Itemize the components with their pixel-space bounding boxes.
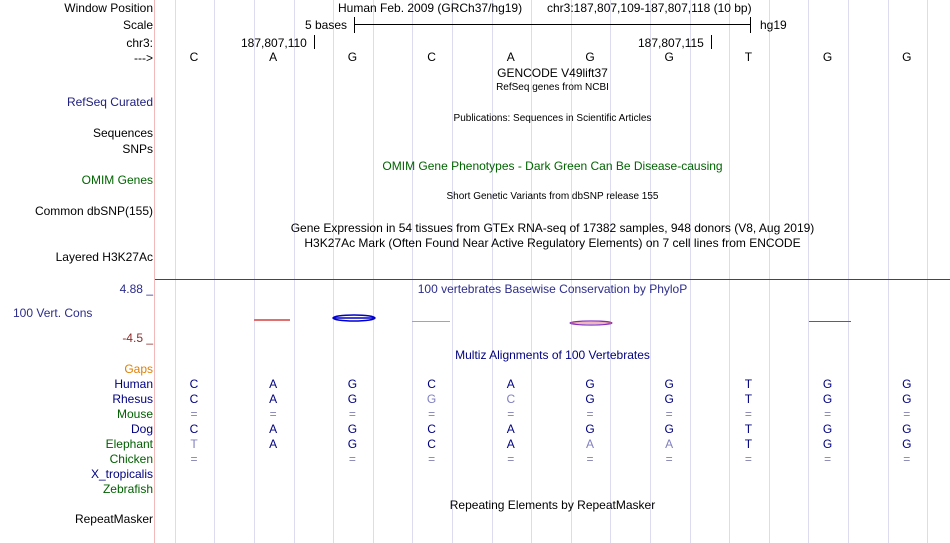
aligned-base: G — [347, 392, 358, 406]
aligned-base: A — [665, 437, 674, 451]
species-label[interactable]: Human — [114, 377, 153, 391]
scale-text: 5 bases — [305, 18, 348, 32]
sequences-track-label[interactable]: Sequences — [92, 126, 153, 140]
aligned-base: A — [506, 437, 515, 451]
reference-base: C — [427, 50, 436, 64]
aligned-base: T — [190, 437, 198, 451]
aligned-base: G — [347, 422, 358, 436]
reference-base: A — [269, 50, 278, 64]
omim-track-title[interactable]: OMIM Gene Phenotypes - Dark Green Can Be Disease-causing — [382, 159, 723, 173]
species-label[interactable]: Gaps — [124, 362, 153, 376]
aligned-base: G — [426, 392, 437, 406]
aligned-base: = — [507, 407, 515, 421]
aligned-base: A — [269, 377, 278, 391]
aligned-base: T — [744, 422, 753, 436]
aligned-base: G — [585, 422, 595, 436]
aligned-base: = — [824, 452, 832, 466]
cons-mark-1 — [254, 319, 290, 321]
species-label[interactable]: Dog — [130, 422, 153, 436]
aligned-base: A — [585, 437, 594, 451]
aligned-base: A — [269, 437, 278, 451]
aligned-base: C — [189, 422, 199, 436]
reference-base: T — [744, 50, 753, 64]
cons-mark-4 — [569, 320, 613, 326]
aligned-base: G — [902, 392, 912, 406]
aligned-base: = — [348, 452, 356, 466]
aligned-base: T — [744, 437, 753, 451]
aligned-base: = — [348, 407, 356, 421]
aligned-base: G — [822, 377, 833, 391]
cons-mark-3 — [412, 321, 450, 322]
aligned-base: A — [506, 422, 515, 436]
aligned-base: A — [506, 377, 515, 391]
aligned-base: = — [903, 407, 911, 421]
species-label[interactable]: X_tropicalis — [90, 467, 153, 481]
aligned-base: G — [664, 377, 674, 391]
aligned-base: G — [664, 422, 674, 436]
aligned-base: = — [269, 407, 277, 421]
cons-max-label: 4.88 _ — [119, 282, 153, 296]
reference-base: A — [506, 50, 515, 64]
aligned-base: = — [190, 452, 198, 466]
refseq-track-label[interactable]: RefSeq Curated — [66, 95, 153, 109]
reference-base: G — [902, 50, 912, 64]
aligned-base: = — [190, 407, 198, 421]
aligned-base: C — [506, 392, 516, 406]
aligned-base: C — [189, 392, 199, 406]
aligned-base: = — [507, 452, 515, 466]
gtex-track-title[interactable]: Gene Expression in 54 tissues from GTEx RNA-seq of 17382 samples, 948 donors (V8, Aug 2019) — [290, 221, 815, 235]
coord-b: 187,807,115 — [638, 36, 704, 50]
aligned-base: = — [428, 407, 436, 421]
aligned-base: = — [665, 452, 673, 466]
publications-track-title[interactable]: Publications: Sequences in Scientific Articles — [453, 113, 652, 124]
aligned-base: G — [902, 437, 912, 451]
aligned-base: = — [744, 407, 752, 421]
track-separator — [155, 279, 950, 280]
coord-b-tick — [711, 35, 712, 49]
omim-track-label[interactable]: OMIM Genes — [81, 173, 153, 187]
aligned-base: G — [822, 422, 833, 436]
window-position-label: Window Position — [64, 1, 153, 15]
cons-mark-2 — [332, 314, 376, 322]
aligned-base: = — [744, 452, 752, 466]
reference-base: G — [585, 50, 595, 64]
scale-label: Scale — [122, 18, 153, 32]
aligned-base: A — [269, 422, 278, 436]
refseq-track-subtitle[interactable]: RefSeq genes from NCBI — [496, 82, 609, 93]
aligned-base: G — [585, 392, 595, 406]
cons-track-label[interactable]: 100 Vert. Cons — [13, 306, 93, 320]
cons-mark-5 — [809, 321, 851, 322]
aligned-base: C — [189, 377, 199, 391]
aligned-base: C — [427, 377, 436, 391]
dbsnp-track-label[interactable]: Common dbSNP(155) — [34, 204, 153, 218]
cons-min-label: -4.5 _ — [122, 331, 153, 345]
coord-a: 187,807,110 — [241, 36, 307, 50]
species-label[interactable]: Chicken — [109, 452, 153, 466]
aligned-base: G — [902, 377, 912, 391]
reference-base: C — [189, 50, 199, 64]
species-label[interactable]: Zebrafish — [102, 482, 153, 496]
scale-left-tick — [354, 17, 355, 33]
multiz-track-title[interactable]: Multiz Alignments of 100 Vertebrates — [455, 348, 650, 362]
aligned-base: T — [744, 392, 753, 406]
h3k27ac-track-label[interactable]: Layered H3K27Ac — [55, 250, 153, 264]
chrom-label: chr3: — [126, 36, 153, 50]
reference-base: G — [822, 50, 833, 64]
gencode-track-title[interactable]: GENCODE V49lift37 — [497, 66, 608, 80]
aligned-base: G — [822, 392, 833, 406]
species-label[interactable]: Mouse — [116, 407, 153, 421]
aligned-base: G — [664, 392, 674, 406]
aligned-base: C — [427, 422, 436, 436]
aligned-base: = — [428, 452, 436, 466]
scale-db: hg19 — [760, 18, 787, 32]
repeat-track-title[interactable]: Repeating Elements by RepeatMasker — [449, 498, 656, 512]
reference-base: G — [347, 50, 358, 64]
scale-bar — [354, 24, 750, 25]
cons-track-title[interactable]: 100 vertebrates Basewise Conservation by PhyloP — [417, 282, 688, 296]
aligned-base: T — [744, 377, 753, 391]
aligned-base: G — [585, 377, 595, 391]
aligned-base: A — [269, 392, 278, 406]
coord-a-tick — [314, 35, 315, 49]
h3k27ac-track-title[interactable]: H3K27Ac Mark (Often Found Near Active Regulatory Elements) on 7 cell lines from ENCODE — [304, 236, 801, 250]
snps-track-label[interactable]: SNPs — [122, 142, 153, 156]
aligned-base: G — [902, 422, 912, 436]
window-position-text[interactable]: chr3:187,807,109-187,807,118 (10 bp) — [547, 1, 752, 15]
assembly-name[interactable]: Human Feb. 2009 (GRCh37/hg19) — [338, 1, 523, 15]
species-label[interactable]: Elephant — [105, 437, 153, 451]
dbsnp-track-title[interactable]: Short Genetic Variants from dbSNP release 155 — [446, 191, 659, 202]
aligned-base: = — [903, 452, 911, 466]
aligned-base: = — [824, 407, 832, 421]
species-label[interactable]: Rhesus — [112, 392, 153, 406]
aligned-base: = — [586, 407, 594, 421]
aligned-base: G — [822, 437, 833, 451]
aligned-base: = — [665, 407, 673, 421]
strand-label: ---> — [134, 51, 153, 65]
reference-base: G — [664, 50, 674, 64]
scale-right-tick — [750, 17, 751, 33]
repeat-track-label[interactable]: RepeatMasker — [74, 512, 153, 526]
aligned-base: G — [347, 377, 358, 391]
aligned-base: = — [586, 452, 594, 466]
aligned-base: C — [427, 437, 436, 451]
aligned-base: G — [347, 437, 358, 451]
